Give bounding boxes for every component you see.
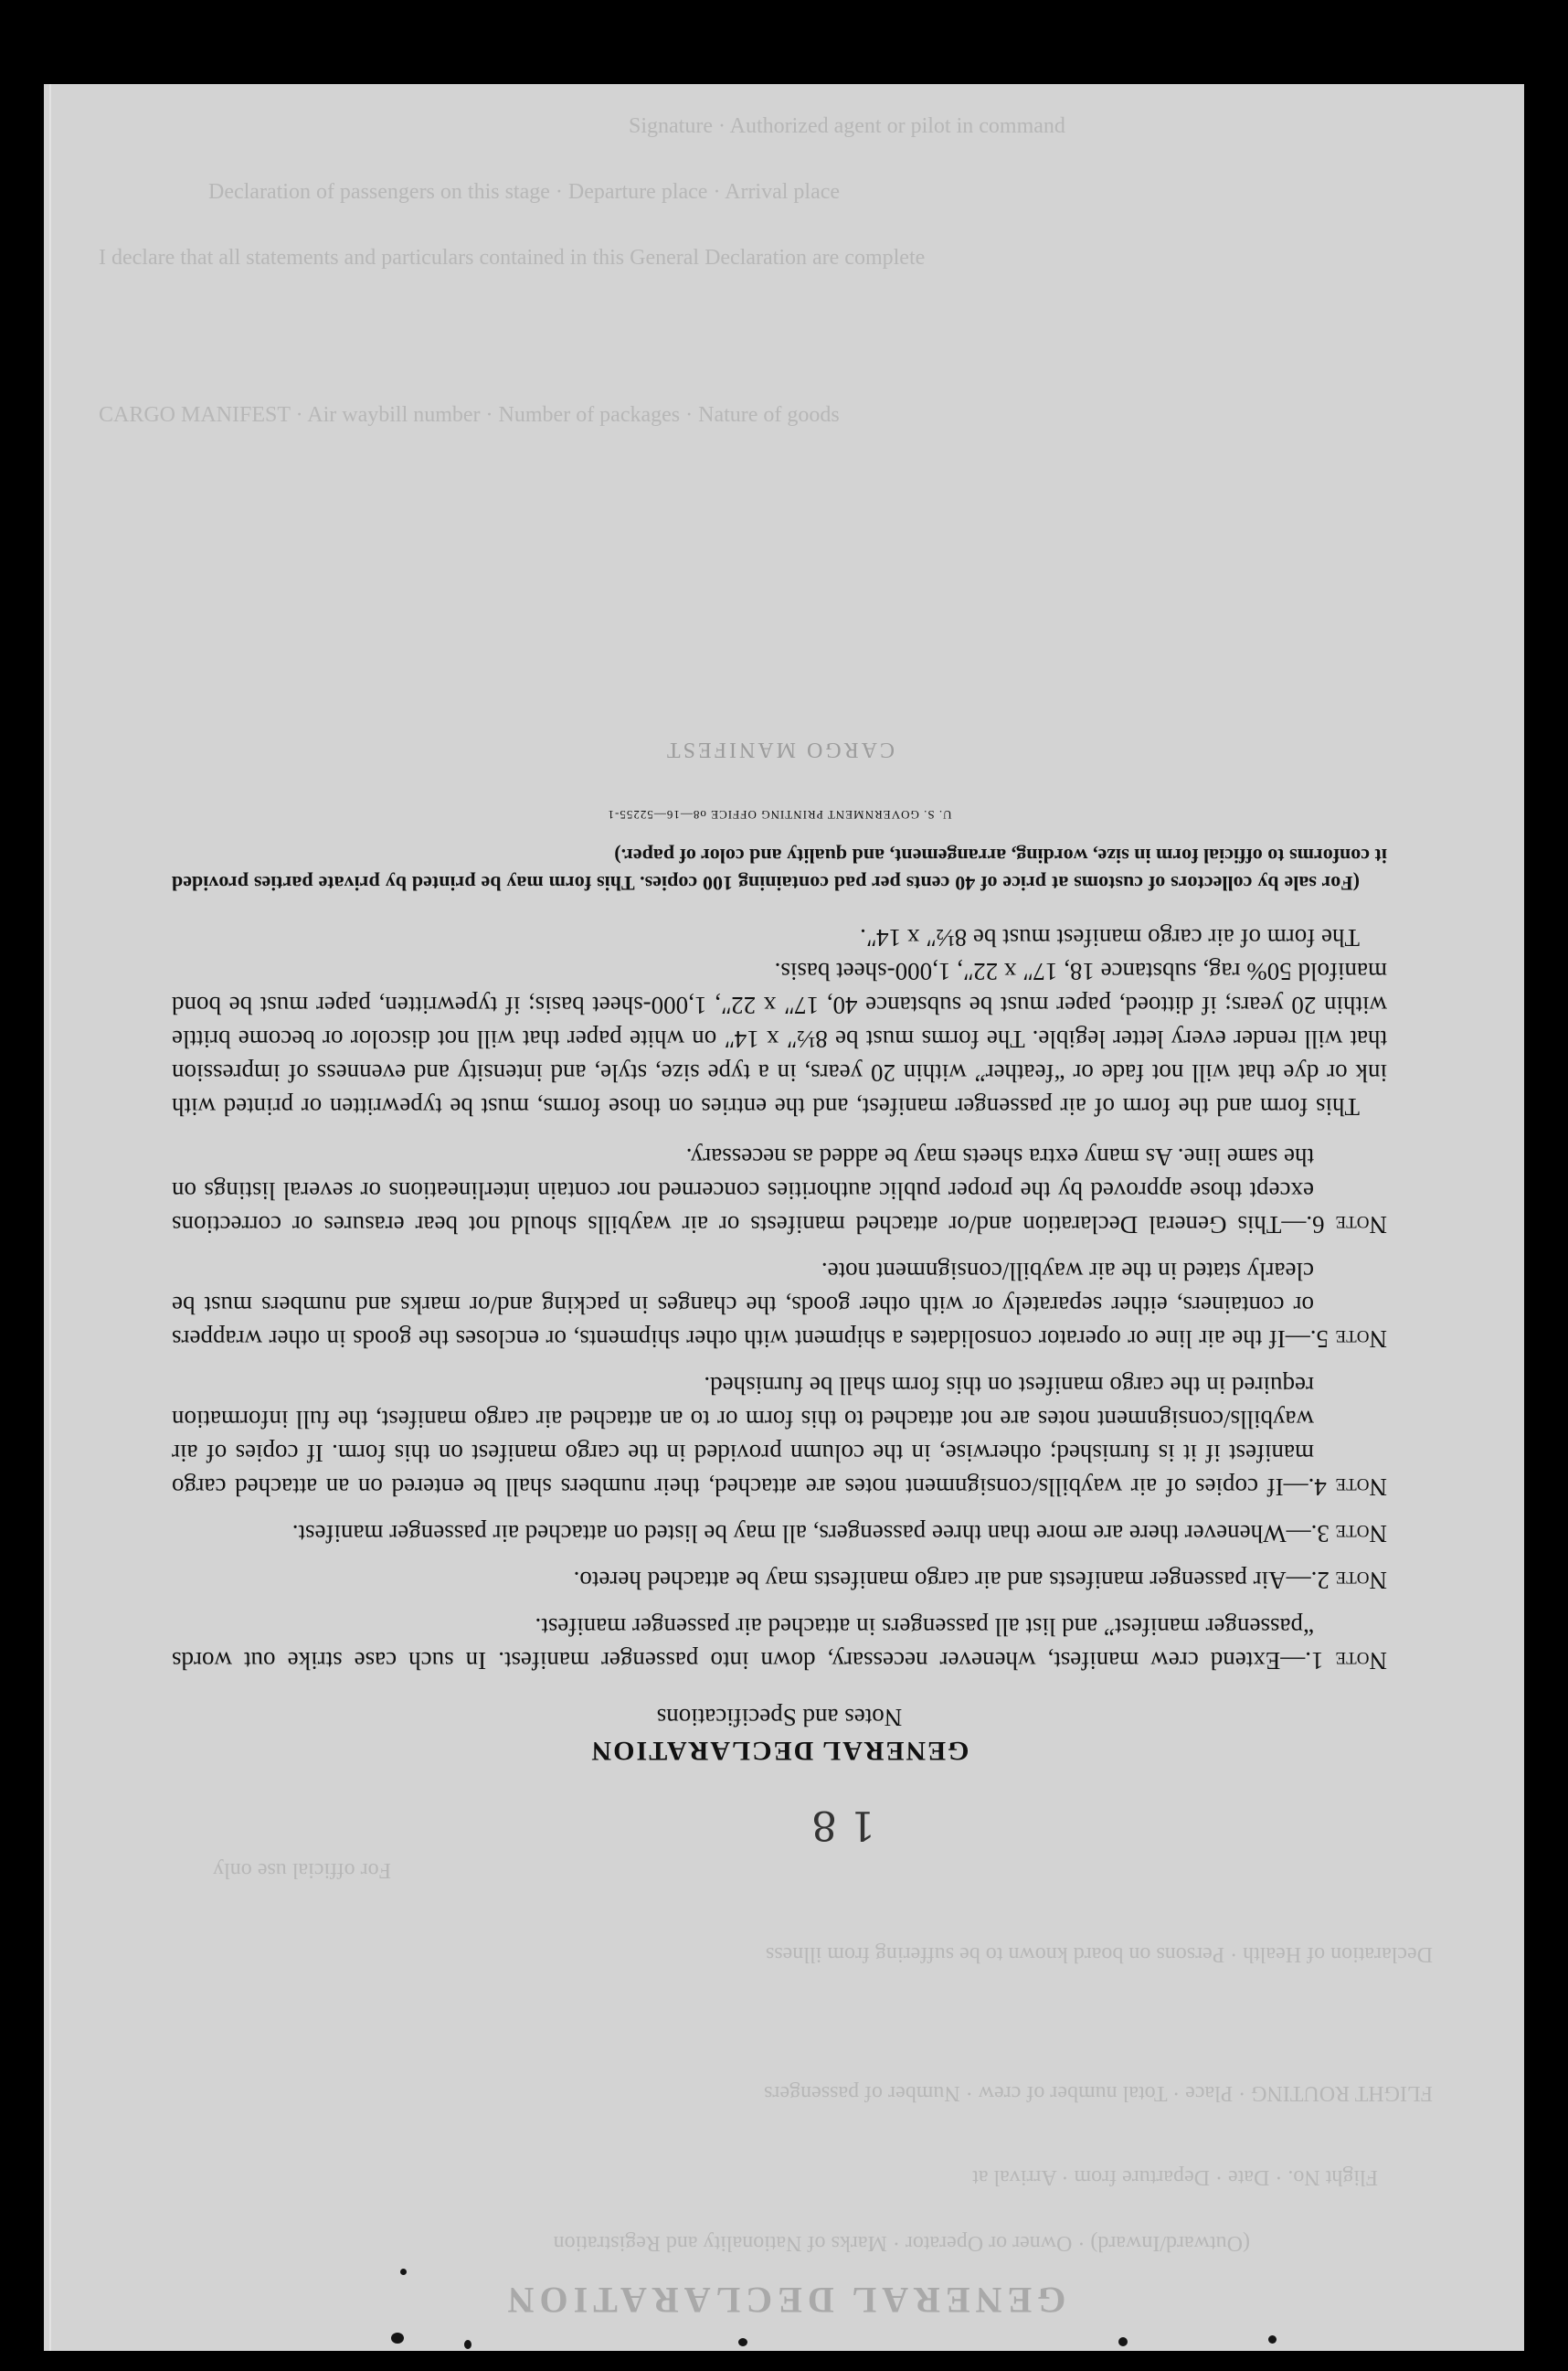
bleed-line: For official use only [213,1858,391,1882]
scan-speck [738,2338,747,2346]
handwritten-mark: 1 8 [811,1802,875,1848]
scan-speck [1118,2337,1128,2346]
bleed-line: Declaration of passengers on this stage · Departure place · Arrival place [208,180,841,204]
scan-speck [1268,2335,1277,2344]
note-text: This General Declaration and/or attached manifests or air waybills should not bear erasures or corrections except those approved by the proper public authorities concerned nor contain interlineations or several listings on the same line. As many extra sheets may be added as necessary. [172,1143,1314,1239]
scan-speck [391,2333,404,2344]
scan-speck [464,2340,471,2349]
note-text: If copies of air waybills/consignment notes are attached, their numbers shall be entered on an attached cargo manifest if it is furnished; otherwise, in the column provided in the cargo manifest on this form. If copies of air waybills/consignment notes are not attached to this form or to an attached air cargo manifest, the full information required in the cargo manifest on this form shall be furnished. [172,1372,1314,1501]
note-1: Note 1.—Extend crew manifest, whenever necessary, down into passenger manifest. In such case strike out words “passenger manifest” and list all passengers in attached air passenger manifest. [171,1613,1387,1675]
form-specification: This form and the form of air passenger manifest, and the entries on those forms, must be typewritten or printed with ink or dye that will not fade or “feather” within 20 years, in a type size, style, and intensity and evenness of impression that will render every letter legible. The forms must be 8½″ x 14″ on white paper that will not discolor or become brittle within 20 years; if dittoed, paper must be substance 40, 17″ x 22″, 1,000-sheet basis; if typewritten, paper must be bond manifold 50% rag, substance 18, 17″ x 22″, 1,000-sheet basis. [172,958,1387,1121]
note-label: Note 2. [1310,1567,1387,1594]
cargo-manifest-heading: CARGO MANIFEST [663,738,895,761]
note-3: Note 3.—Whenever there are more than three passengers, all may be listed on attached air passenger manifest. [291,1520,1387,1547]
note-5: Note 5.—If the air line or operator consolidates a shipment with other shipments, or encloses the goods in other wrappers or containers, either separately or with other goods, the changes in packing and/or marks and numbers must be clearly stated in the air waybill/consignment note. [172,1258,1387,1353]
bleed-line: (Outward/Inward) · Owner or Operator · Marks of Nationality and Registration [553,2231,1250,2255]
note-label: Note 5. [1309,1325,1387,1353]
sale-note: (For sale by collectors of customs at price of 40 cents per pad containing 100 copies. This form may be printed by private parties provided it conforms to official form in size, wording, arrangement, and quality and color of paper.) [172,845,1387,895]
note-label: Note 6. [1306,1211,1387,1239]
rotated-printed-content [44,84,1524,2351]
note-text: Extend crew manifest, whenever necessary, down into passenger manifest. In such case strike out words “passenger manifest” and list all passengers in attached air passenger manifest. [171,1613,1314,1675]
note-4: Note 4.—If copies of air waybills/consignment notes are attached, their numbers shall be entered on an attached cargo manifest if it is furnished; otherwise, in the column provided in the cargo manifest on this form. If copies of air waybills/consignment notes are not attached to this form or to an attached air cargo manifest, the full information required in the cargo manifest on this form shall be furnished. [172,1372,1387,1501]
bleed-line: Signature · Authorized agent or pilot in command [629,114,1065,138]
cargo-manifest-size: The form of air cargo manifest must be 8½″ x 14″. [860,924,1360,952]
note-label: Note 3. [1310,1520,1387,1547]
note-2: Note 2.—Air passenger manifests and air cargo manifests may be attached hereto. [573,1567,1387,1594]
bleed-line: Declaration of Health · Persons on board known to be suffering from illness [765,1942,1433,1966]
bleed-line: I declare that all statements and particulars contained in this General Declaration are complete [99,246,926,270]
note-label: Note 1. [1305,1647,1387,1675]
note-text: If the air line or operator consolidates a shipment with other shipments, or encloses the goods in other wrappers or containers, either separately or with other goods, the changes in packing and/or marks and numbers must be clearly stated in the air waybill/consignment note. [172,1258,1314,1353]
bleed-line: Flight No. · Date · Departure from · Arrival at [972,2165,1378,2189]
scan-speck [400,2269,407,2275]
bleed-line: CARGO MANIFEST · Air waybill number · Number of packages · Nature of goods [99,403,840,427]
document-subtitle: Notes and Specifications [656,1704,903,1731]
bleed-title: GENERAL DECLARATION [502,2280,1066,2321]
note-6: Note 6.—This General Declaration and/or attached manifests or air waybills should not bear erasures or corrections except those approved by the proper public authorities concerned nor contain interlineations or several listings on the same line. As many extra sheets may be added as necessary. [172,1143,1387,1239]
bleed-line: FLIGHT ROUTING · Place · Total number of crew · Number of passengers [764,2081,1433,2105]
printer-imprint: U. S. GOVERNMENT PRINTING OFFICE o8—16—52255-1 [607,808,952,822]
note-label: Note 4. [1308,1473,1387,1501]
notes-block [171,737,1387,1848]
note-text: Whenever there are more than three passengers, all may be listed on attached air passenger manifest. [291,1520,1287,1547]
document-title: GENERAL DECLARATION [589,1736,969,1766]
note-text: Air passenger manifests and air cargo manifests may be attached hereto. [573,1567,1287,1594]
document-sheet [44,84,1524,2351]
